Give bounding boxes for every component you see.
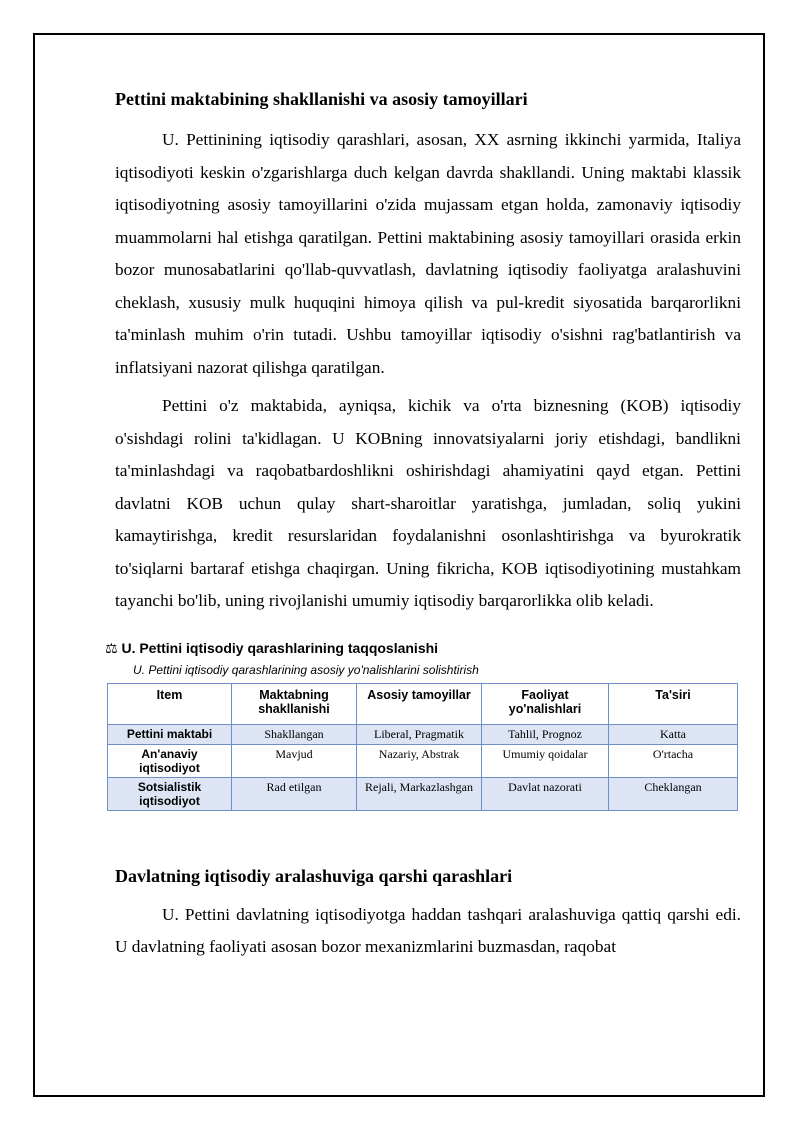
section-heading: Davlatning iqtisodiy aralashuviga qarshi qarashlari — [115, 865, 513, 886]
table-cell: Rejali, Markazlashgan — [357, 777, 482, 810]
table-row — [108, 777, 738, 810]
table-title — [105, 640, 741, 657]
table-cell: Katta — [609, 724, 738, 744]
table-header-cell: Faoliyat yo'nalishlari — [482, 683, 609, 724]
table-cell: Liberal, Pragmatik — [357, 724, 482, 744]
table-cell: Umumiy qoidalar — [482, 744, 609, 777]
comparison-table — [107, 683, 738, 811]
table-row-header: Pettini maktabi — [108, 724, 232, 744]
table-header-cell: Asosiy tamoyillar — [357, 683, 482, 724]
paragraph: Pettini o'z maktabida, ayniqsa, kichik va o'rta biznesning (KOB) iqtisodiy o'sishdagi rolini ta'kidlagan. U KOBning innovatsiyalarni joriy etishdagi, bandlikni ta'minlashdagi va raqobatbardoshlikni oshirishdagi ahamiyatini qayd etgan. Pettini davlatni KOB uchun qulay shart-sharoitlar yaratishga, jumladan, soliq yukini kamaytirishga, kredit resurslaridan foydalanishni osonlashtirishga va byurokratik to'siqlarni bartaraf etishga chaqirgan. Uning fikricha, KOB iqtisodiyotining mustahkam tayanchi bo'lib, uning rivojlanishi umumiy iqtisodiy barqarorlikka olib keladi. — [115, 396, 741, 610]
table-header-cell: Maktabning shakllanishi — [232, 683, 357, 724]
table-cell: Nazariy, Abstrak — [357, 744, 482, 777]
table-header-cell: Item — [108, 683, 232, 724]
paragraph: U. Pettinining iqtisodiy qarashlari, asosan, XX asrning ikkinchi yarmida, Italiya iqtisodiyoti keskin o'zgarishlarga duch kelgan davrda shakllandi. Uning maktabi klassik iqtisodiyotning asosiy tamoyillarini o'zida mujassam etgan holda, zamonaviy iqtisodiy muammolarni hal etishga qaratilgan. Pettini maktabining asosiy tamoyillari orasida erkin bozor munosabatlarini qo'llab-quvvatlash, davlatning iqtisodiy faoliyatga aralashuvini cheklash, xususiy mulk huquqini himoya qilish va pul-kredit siyosatida barqarorlikni ta'minlash muhim o'rin tutadi. Ushbu tamoyillar iqtisodiy o'sishni rag'batlantirish va inflatsiyani nazorat qilishga qaratilgan. — [115, 130, 741, 377]
table-row — [108, 724, 738, 744]
document-body — [105, 86, 741, 970]
table-cell: Mavjud — [232, 744, 357, 777]
table-cell: Davlat nazorati — [482, 777, 609, 810]
table-cell: Cheklangan — [609, 777, 738, 810]
table-cell: O'rtacha — [609, 744, 738, 777]
table-title-text: U. Pettini iqtisodiy qarashlarining taqqoslanishi — [121, 639, 439, 656]
table-header-row — [108, 683, 738, 724]
table-subtitle: U. Pettini iqtisodiy qarashlarining asosiy yo'nalishlarini solishtirish — [133, 662, 479, 677]
table-header-cell: Ta'siri — [609, 683, 738, 724]
table-cell: Shakllangan — [232, 724, 357, 744]
scales-icon: ⚖ — [105, 639, 118, 656]
section-heading: Pettini maktabining shakllanishi va asosiy tamoyillari — [115, 89, 528, 109]
table-row-header: Sotsialistik iqtisodiyot — [108, 777, 232, 810]
paragraph: U. Pettini davlatning iqtisodiyotga haddan tashqari aralashuviga qattiq qarshi edi. U davlatning faoliyati asosan bozor mexanizmlarini buzmasdan, raqobat — [115, 904, 741, 956]
table-row-header: An'anaviy iqtisodiyot — [108, 744, 232, 777]
table-row — [108, 744, 738, 777]
table-cell: Rad etilgan — [232, 777, 357, 810]
table-cell: Tahlil, Prognoz — [482, 724, 609, 744]
